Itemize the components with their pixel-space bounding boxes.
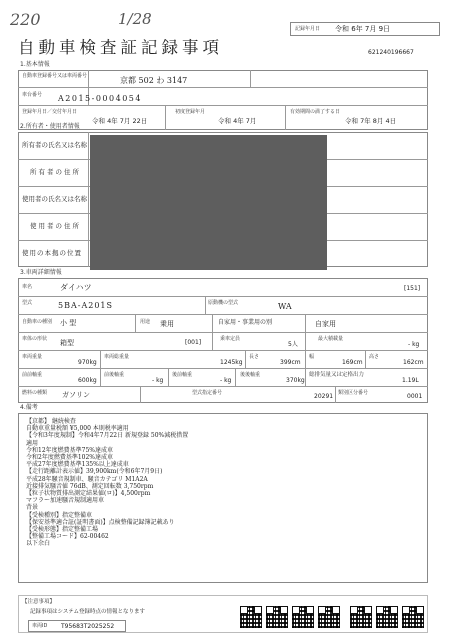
width-label: 幅	[309, 354, 315, 360]
note-text: 記録事項はシステム登録時点の情報となります	[30, 609, 145, 615]
front-rear-axle-label: 前後軸重	[104, 372, 125, 378]
model-label: 型式	[22, 300, 33, 306]
class-number-label: 類別区分番号	[338, 390, 369, 396]
rear-front-axle-value: - kg	[220, 377, 232, 384]
chassis-value: A2015-0004054	[58, 94, 142, 103]
gross-label: 車両総重量	[104, 354, 130, 360]
rear-rear-axle-value: 370kg	[286, 377, 305, 384]
vehicle-id-value: T95683T2025252	[61, 623, 115, 630]
remarks-line: 令和2年度燃費基準102%達成車	[26, 454, 113, 462]
vehicle-id-box	[28, 620, 126, 632]
section-remarks-title: 4.備考	[20, 404, 38, 411]
chassis-label: 車台番号	[22, 92, 43, 98]
gross-value: 1245kg	[220, 359, 243, 366]
redaction-block	[90, 135, 327, 270]
height-value: 162cm	[403, 359, 424, 366]
remarks-line: 【受検種別】指定整備車	[26, 511, 93, 519]
model-value: 5BA-A201S	[58, 301, 113, 310]
issue-date-value: 令和 6年 7月 9日	[335, 25, 391, 33]
use-label: 用途	[140, 319, 151, 325]
user-address-label: 使用者の住所	[30, 222, 81, 230]
width-value: 169cm	[342, 359, 363, 366]
rear-rear-axle-label: 後後軸重	[240, 372, 261, 378]
front-rear-axle-value: - kg	[152, 377, 164, 384]
displacement-label: 総排気量又は定格出力	[309, 372, 365, 378]
section-vehicle-title: 3.車両詳細情報	[20, 269, 62, 276]
length-value: 399cm	[280, 359, 301, 366]
maker-value: ダイハツ	[60, 283, 92, 292]
qr-code-icon	[376, 606, 398, 628]
front-front-axle-value: 600kg	[78, 377, 97, 384]
maker-label: 車名	[22, 284, 33, 290]
remarks-line: 【整備工場コード】62-00462	[26, 533, 109, 541]
remarks-line: 【走行距離計表示値】39,900km(令和6年7月9日)	[26, 468, 163, 476]
qr-code-icon	[402, 606, 424, 628]
body-code: [001]	[185, 339, 202, 346]
length-label: 長さ	[249, 354, 260, 360]
qr-code-icon	[266, 606, 288, 628]
issue-date-box	[290, 22, 440, 36]
expiry-label: 有効期間の満了する日	[290, 109, 341, 115]
weight-value: 970kg	[78, 359, 97, 366]
handwritten-date: 1/28	[118, 10, 152, 28]
user-name-label: 使用者の氏名又は名称	[22, 195, 87, 203]
first-reg-label: 登録年月日／交付年月日	[22, 109, 78, 115]
use-value: 乗用	[160, 320, 174, 328]
remarks-line: 平成27年度燃費基準135%以上達成車	[26, 461, 129, 469]
base-location-label: 使用の本拠の位置	[22, 249, 82, 257]
fuel-label: 燃料の種類	[22, 390, 48, 396]
load-value: - kg	[408, 341, 420, 348]
remarks-line: 【受検形態】指定整備工場	[26, 526, 99, 534]
weight-label: 車両重量	[22, 354, 43, 360]
remarks-line: 適用	[26, 439, 39, 447]
reg-number-value: 京都 502 わ 3147	[120, 76, 188, 85]
kind-value: 小 型	[60, 319, 77, 327]
private-value: 自家用	[315, 320, 336, 328]
rear-front-axle-label: 後前軸重	[172, 372, 193, 378]
front-front-axle-label: 前前軸重	[22, 372, 43, 378]
expiry-value: 令和 7年 8月 4日	[345, 117, 397, 125]
displacement-value: 1.19L	[402, 377, 419, 384]
kind-label: 自動車の種別	[22, 319, 53, 325]
engine-label: 原動機の型式	[208, 300, 239, 306]
remarks-line: 【令和3年度規制】令和4年7月22日 新規登録 50%減税措置	[26, 432, 189, 440]
owner-name-label: 所有者の氏名又は名称	[22, 141, 87, 149]
vehicle-id-label: 車両ID	[32, 623, 48, 629]
remarks-line: 背景	[26, 504, 39, 512]
remarks-line: 以下余白	[26, 540, 51, 548]
type-number-value: 20291	[314, 393, 334, 400]
handwritten-number: 220	[10, 10, 41, 29]
load-label: 最大積載量	[318, 336, 344, 342]
first-reg-month-label: 初度登録年月	[175, 109, 206, 115]
issue-date-label: 記録年月日	[295, 26, 321, 32]
section-owner-title: 2.所有者・使用者情報	[20, 123, 80, 130]
qr-code-icon	[240, 606, 262, 628]
class-number-value: 0001	[407, 393, 423, 400]
capacity-value: 5人	[288, 341, 298, 348]
note-title: 【注意事項】	[22, 599, 56, 605]
qr-code-icon	[318, 606, 340, 628]
remarks-line: 【保安基準適合証(証明書面)】点検整備記録簿記載あり	[26, 518, 175, 526]
private-label: 自家用・事業用の別	[218, 319, 273, 326]
first-reg-month-value: 令和 4年 7月	[218, 117, 257, 125]
remarks-line: 平成28年騒音規制車、騒音カテゴリ M1A2A	[26, 475, 148, 483]
remarks-line: 【京都】 継続検査	[26, 418, 76, 425]
reg-number-label: 自動車登録番号又は車両番号	[22, 73, 88, 79]
document-number: 621240196667	[368, 49, 414, 56]
body-label: 車体の形状	[22, 336, 48, 342]
body-value: 箱型	[60, 339, 74, 347]
qr-code-icon	[350, 606, 372, 628]
qr-code-icon	[292, 606, 314, 628]
remarks-text	[26, 418, 416, 548]
first-reg-value: 令和 4年 7月 22日	[92, 117, 148, 125]
remarks-line: 【粒子状物質排出測定結果値(ロ)】4,500rpm	[26, 490, 151, 498]
capacity-label: 乗車定員	[220, 336, 241, 342]
height-label: 高さ	[369, 354, 380, 360]
type-number-label: 型式指定番号	[192, 390, 223, 396]
remarks-line: マフラー加速騒音規制適用車	[26, 497, 105, 505]
fuel-value: ガソリン	[62, 391, 90, 399]
page-title: 自動車検査証記録事項	[18, 38, 223, 57]
engine-value: WA	[278, 302, 292, 311]
remarks-line: 自動車重量税額 ¥5,000 本則税率適用	[26, 425, 129, 433]
section-basic-title: 1.基本情報	[20, 61, 50, 68]
remarks-line: 令和12年度燃費基準75%達成車	[26, 446, 113, 454]
remarks-line: 近接排気騒音値 76dB、測定回転数 3,750rpm	[26, 482, 154, 490]
owner-address-label: 所有者の住所	[30, 168, 81, 176]
maker-code: [151]	[404, 285, 421, 292]
